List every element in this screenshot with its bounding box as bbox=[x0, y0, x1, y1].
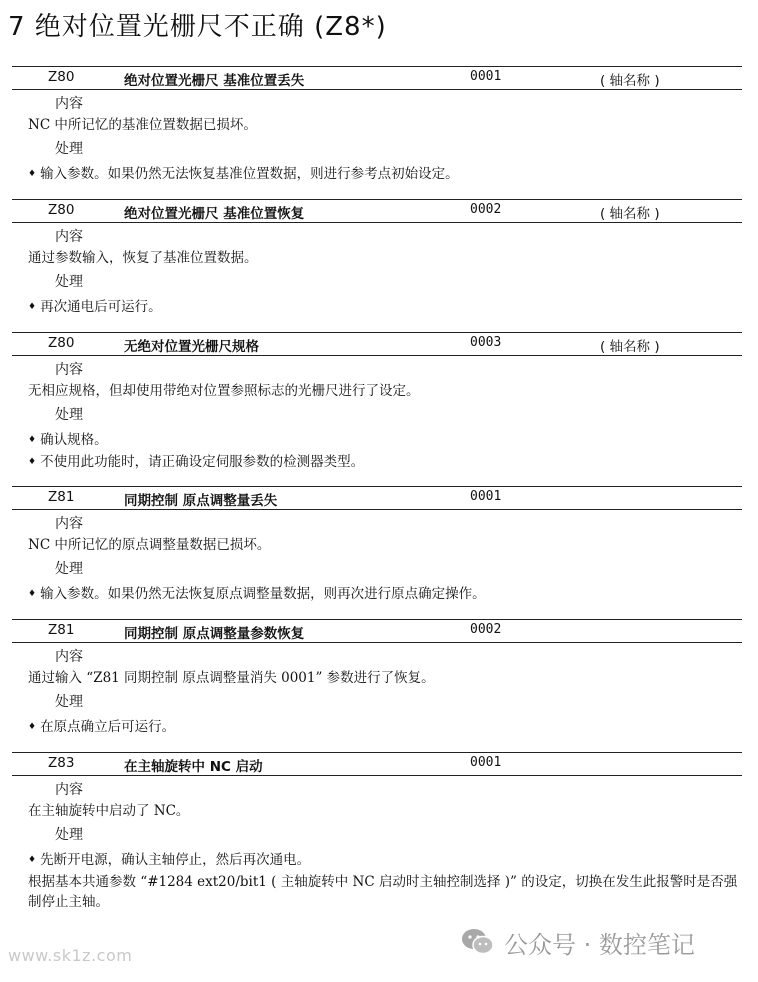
handling-note: 根据基本共通参数 “#1284 ext20/bit1 ( 主轴旋转中 NC 启动时主轴控制选择 )” 的设定，切换在发生此报警时是否强制停止主轴。 bbox=[28, 874, 738, 910]
handling-item: ♦ 确认规格。 bbox=[28, 430, 744, 452]
alarm-axis: ( 轴名称 ) bbox=[600, 73, 660, 89]
alarm-number: 0001 bbox=[470, 489, 502, 504]
handling-item: ♦ 再次通电后可运行。 bbox=[28, 297, 744, 319]
handling-label: 处理 bbox=[55, 274, 83, 290]
handling-label: 处理 bbox=[55, 561, 83, 577]
content-text: NC 中所记忆的原点调整量数据已损坏。 bbox=[28, 537, 271, 553]
alarm-axis: ( 轴名称 ) bbox=[600, 206, 660, 222]
alarm-code: Z80 bbox=[48, 202, 75, 218]
alarm-header bbox=[12, 486, 742, 510]
alarm-axis: ( 轴名称 ) bbox=[600, 339, 660, 355]
handling-item: ♦ 输入参数。如果仍然无法恢复原点调整量数据，则再次进行原点确定操作。 bbox=[28, 584, 744, 606]
handling-label: 处理 bbox=[55, 827, 83, 843]
alarm-title: 同期控制 原点调整量丢失 bbox=[124, 493, 278, 509]
handling-item: ♦ 先断开电源，确认主轴停止，然后再次通电。 bbox=[28, 850, 744, 872]
alarm-block bbox=[0, 66, 758, 186]
alarm-block bbox=[0, 199, 758, 319]
content-label: 内容 bbox=[55, 96, 83, 112]
watermark-site: www.sk1z.com bbox=[8, 946, 133, 965]
alarm-block bbox=[0, 332, 758, 474]
content-label: 内容 bbox=[55, 229, 83, 245]
alarm-number: 0002 bbox=[470, 622, 502, 637]
content-text: 通过参数输入，恢复了基准位置数据。 bbox=[28, 250, 258, 266]
alarm-title: 绝对位置光栅尺 基准位置丢失 bbox=[124, 73, 305, 89]
alarm-code: Z81 bbox=[48, 622, 75, 638]
alarm-header bbox=[12, 332, 742, 356]
content-text: 在主轴旋转中启动了 NC。 bbox=[28, 803, 190, 819]
handling-item: ♦ 不使用此功能时，请正确设定伺服参数的检测器类型。 bbox=[28, 452, 744, 474]
alarm-header bbox=[12, 199, 742, 223]
content-text: 无相应规格，但却使用带绝对位置参照标志的光栅尺进行了设定。 bbox=[28, 383, 420, 399]
alarm-number: 0003 bbox=[470, 335, 502, 350]
content-label: 内容 bbox=[55, 649, 83, 665]
alarm-block bbox=[0, 752, 758, 912]
alarm-title: 无绝对位置光栅尺规格 bbox=[124, 339, 259, 355]
alarm-number: 0001 bbox=[470, 755, 502, 770]
page-title: 7 绝对位置光栅尺不正确 (Z8*) bbox=[8, 12, 387, 42]
handling-label: 处理 bbox=[55, 141, 83, 157]
alarm-title: 在主轴旋转中 NC 启动 bbox=[124, 759, 263, 775]
watermark-account bbox=[460, 922, 695, 962]
content-label: 内容 bbox=[55, 362, 83, 378]
alarm-code: Z81 bbox=[48, 489, 75, 505]
alarm-title: 绝对位置光栅尺 基准位置恢复 bbox=[124, 206, 305, 222]
content-text: 通过输入 “Z81 同期控制 原点调整量消失 0001” 参数进行了恢复。 bbox=[28, 670, 435, 686]
content-text: NC 中所记忆的基准位置数据已损坏。 bbox=[28, 117, 257, 133]
content-label: 内容 bbox=[55, 516, 83, 532]
alarm-block bbox=[0, 486, 758, 606]
handling-label: 处理 bbox=[55, 407, 83, 423]
wechat-icon bbox=[460, 927, 496, 957]
alarm-title: 同期控制 原点调整量参数恢复 bbox=[124, 626, 305, 642]
handling-item: ♦ 在原点确立后可运行。 bbox=[28, 717, 744, 739]
handling-label: 处理 bbox=[55, 694, 83, 710]
content-label: 内容 bbox=[55, 782, 83, 798]
handling-item: ♦ 输入参数。如果仍然无法恢复基准位置数据，则进行参考点初始设定。 bbox=[28, 164, 744, 186]
alarm-header bbox=[12, 752, 742, 776]
alarm-header bbox=[12, 66, 742, 90]
alarm-code: Z80 bbox=[48, 69, 75, 85]
alarm-header bbox=[12, 619, 742, 643]
alarm-block bbox=[0, 619, 758, 739]
alarm-code: Z80 bbox=[48, 335, 75, 351]
alarm-number: 0002 bbox=[470, 202, 502, 217]
alarm-number: 0001 bbox=[470, 69, 502, 84]
alarm-code: Z83 bbox=[48, 755, 75, 771]
watermark-account-text: 公众号 · 数控笔记 bbox=[504, 930, 695, 959]
